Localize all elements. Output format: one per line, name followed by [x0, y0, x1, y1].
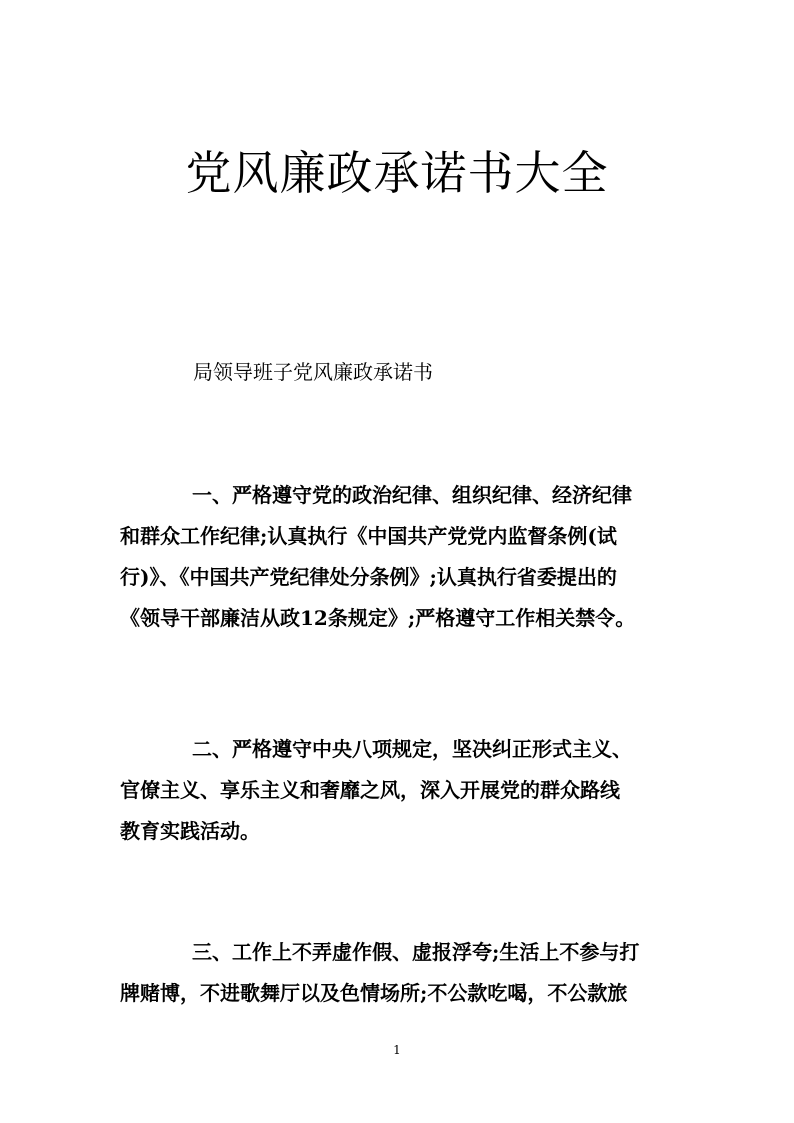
paragraph-2 — [120, 729, 680, 852]
paragraph-line: 和群众工作纪律;认真执行《中国共产党党内监督条例(试 — [120, 524, 617, 548]
paragraph-line: 官僚主义、享乐主义和奢靡之风，深入开展党的群众路线 — [120, 778, 620, 802]
page-number: 1 — [393, 1043, 401, 1057]
paragraph-line: 《领导干部廉洁从政12条规定》;严格遵守工作相关禁令。 — [120, 606, 636, 630]
paragraph-line: 三、工作上不弄虚作假、虚报浮夸;生活上不参与打 — [192, 940, 640, 964]
document-title: 党风廉政承诺书大全 — [185, 146, 609, 200]
document-subtitle: 局领导班子党风廉政承诺书 — [193, 360, 433, 384]
paragraph-1 — [120, 475, 680, 639]
paragraph-3 — [120, 932, 680, 1014]
paragraph-line: 教育实践活动。 — [120, 819, 260, 843]
paragraph-line: 二、严格遵守中央八项规定，坚决纠正形式主义、 — [192, 737, 632, 761]
paragraph-line: 行)》、《中国共产党纪律处分条例》;认真执行省委提出的 — [120, 565, 617, 589]
paragraph-line: 一、严格遵守党的政治纪律、组织纪律、经济纪律 — [192, 483, 632, 507]
paragraph-line: 牌赌博，不进歌舞厅以及色情场所;不公款吃喝，不公款旅 — [120, 981, 628, 1005]
